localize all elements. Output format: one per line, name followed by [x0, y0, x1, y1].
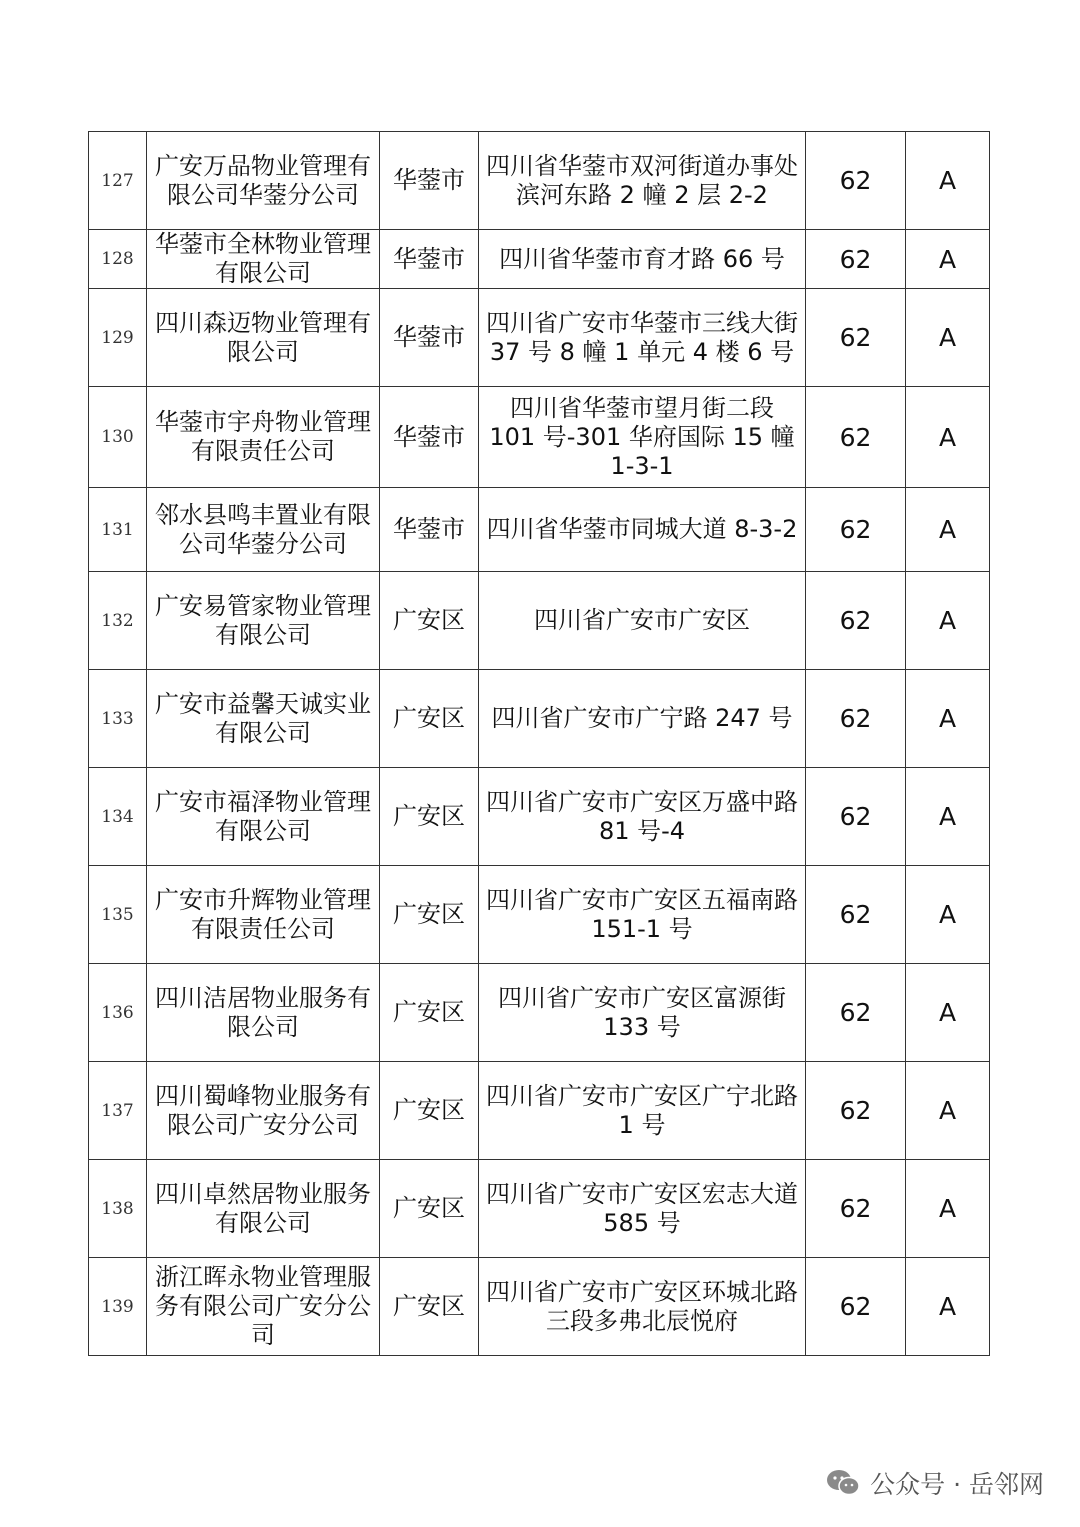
address: 四川省广安市广安区宏志大道 585 号 [479, 1160, 806, 1258]
district: 广安区 [380, 768, 479, 866]
table-row [89, 488, 990, 572]
row-number: 128 [89, 230, 147, 289]
score: 62 [806, 1160, 906, 1258]
score: 62 [806, 488, 906, 572]
table-row [89, 289, 990, 387]
district: 广安区 [380, 670, 479, 768]
row-number: 132 [89, 572, 147, 670]
grade: A [906, 1258, 990, 1356]
grade: A [906, 866, 990, 964]
district: 华蓥市 [380, 230, 479, 289]
grade: A [906, 289, 990, 387]
company-name: 广安市升辉物业管理有限责任公司 [147, 866, 380, 964]
row-number: 131 [89, 488, 147, 572]
address: 四川省华蓥市双河街道办事处滨河东路 2 幢 2 层 2-2 [479, 132, 806, 230]
table-row [89, 964, 990, 1062]
score: 62 [806, 387, 906, 488]
address: 四川省广安市广安区富源街 133 号 [479, 964, 806, 1062]
grade: A [906, 572, 990, 670]
company-name: 华蓥市宇舟物业管理有限责任公司 [147, 387, 380, 488]
address: 四川省华蓥市育才路 66 号 [479, 230, 806, 289]
company-name: 广安市福泽物业管理有限公司 [147, 768, 380, 866]
table-row [89, 1062, 990, 1160]
grade: A [906, 488, 990, 572]
company-name: 华蓥市全林物业管理有限公司 [147, 230, 380, 289]
district: 广安区 [380, 866, 479, 964]
table-row [89, 230, 990, 289]
district: 广安区 [380, 1258, 479, 1356]
district: 华蓥市 [380, 289, 479, 387]
score: 62 [806, 964, 906, 1062]
grade: A [906, 768, 990, 866]
company-name: 广安易管家物业管理有限公司 [147, 572, 380, 670]
row-number: 130 [89, 387, 147, 488]
table-row [89, 1258, 990, 1356]
company-name: 广安万品物业管理有限公司华蓥分公司 [147, 132, 380, 230]
district: 华蓥市 [380, 132, 479, 230]
grade: A [906, 132, 990, 230]
address: 四川省广安市广安区环城北路三段多弗北辰悦府 [479, 1258, 806, 1356]
company-name: 四川森迈物业管理有限公司 [147, 289, 380, 387]
table-row [89, 866, 990, 964]
score: 62 [806, 1258, 906, 1356]
address: 四川省广安市广宁路 247 号 [479, 670, 806, 768]
district: 广安区 [380, 964, 479, 1062]
address: 四川省华蓥市望月街二段 101 号-301 华府国际 15 幢 1-3-1 [479, 387, 806, 488]
score: 62 [806, 132, 906, 230]
district: 华蓥市 [380, 488, 479, 572]
row-number: 136 [89, 964, 147, 1062]
credit-rating-table [88, 131, 990, 1356]
score: 62 [806, 670, 906, 768]
grade: A [906, 1160, 990, 1258]
score: 62 [806, 866, 906, 964]
row-number: 134 [89, 768, 147, 866]
company-name: 四川卓然居物业服务有限公司 [147, 1160, 380, 1258]
address: 四川省广安市广安区 [479, 572, 806, 670]
address: 四川省广安市广安区万盛中路 81 号-4 [479, 768, 806, 866]
company-name: 广安市益馨天诚实业有限公司 [147, 670, 380, 768]
table-row [89, 768, 990, 866]
score: 62 [806, 230, 906, 289]
company-name: 浙江晖永物业管理服务有限公司广安分公司 [147, 1258, 380, 1356]
row-number: 135 [89, 866, 147, 964]
score: 62 [806, 572, 906, 670]
table-row [89, 1160, 990, 1258]
row-number: 133 [89, 670, 147, 768]
grade: A [906, 964, 990, 1062]
address: 四川省华蓥市同城大道 8-3-2 [479, 488, 806, 572]
district: 广安区 [380, 572, 479, 670]
watermark [826, 1465, 1044, 1501]
table-row [89, 572, 990, 670]
district: 广安区 [380, 1062, 479, 1160]
watermark-text: 公众号 · 岳邻网 [870, 1470, 1044, 1499]
row-number: 129 [89, 289, 147, 387]
row-number: 139 [89, 1258, 147, 1356]
wechat-icon [826, 1468, 860, 1498]
company-name: 四川蜀峰物业服务有限公司广安分公司 [147, 1062, 380, 1160]
table-row [89, 387, 990, 488]
table-row [89, 670, 990, 768]
score: 62 [806, 768, 906, 866]
company-name: 邻水县鸣丰置业有限公司华蓥分公司 [147, 488, 380, 572]
district: 华蓥市 [380, 387, 479, 488]
company-name: 四川洁居物业服务有限公司 [147, 964, 380, 1062]
address: 四川省广安市广安区广宁北路 1 号 [479, 1062, 806, 1160]
row-number: 138 [89, 1160, 147, 1258]
table-row [89, 132, 990, 230]
grade: A [906, 670, 990, 768]
score: 62 [806, 289, 906, 387]
score: 62 [806, 1062, 906, 1160]
address: 四川省广安市广安区五福南路 151-1 号 [479, 866, 806, 964]
grade: A [906, 230, 990, 289]
grade: A [906, 387, 990, 488]
grade: A [906, 1062, 990, 1160]
district: 广安区 [380, 1160, 479, 1258]
row-number: 127 [89, 132, 147, 230]
address: 四川省广安市华蓥市三线大街 37 号 8 幢 1 单元 4 楼 6 号 [479, 289, 806, 387]
row-number: 137 [89, 1062, 147, 1160]
